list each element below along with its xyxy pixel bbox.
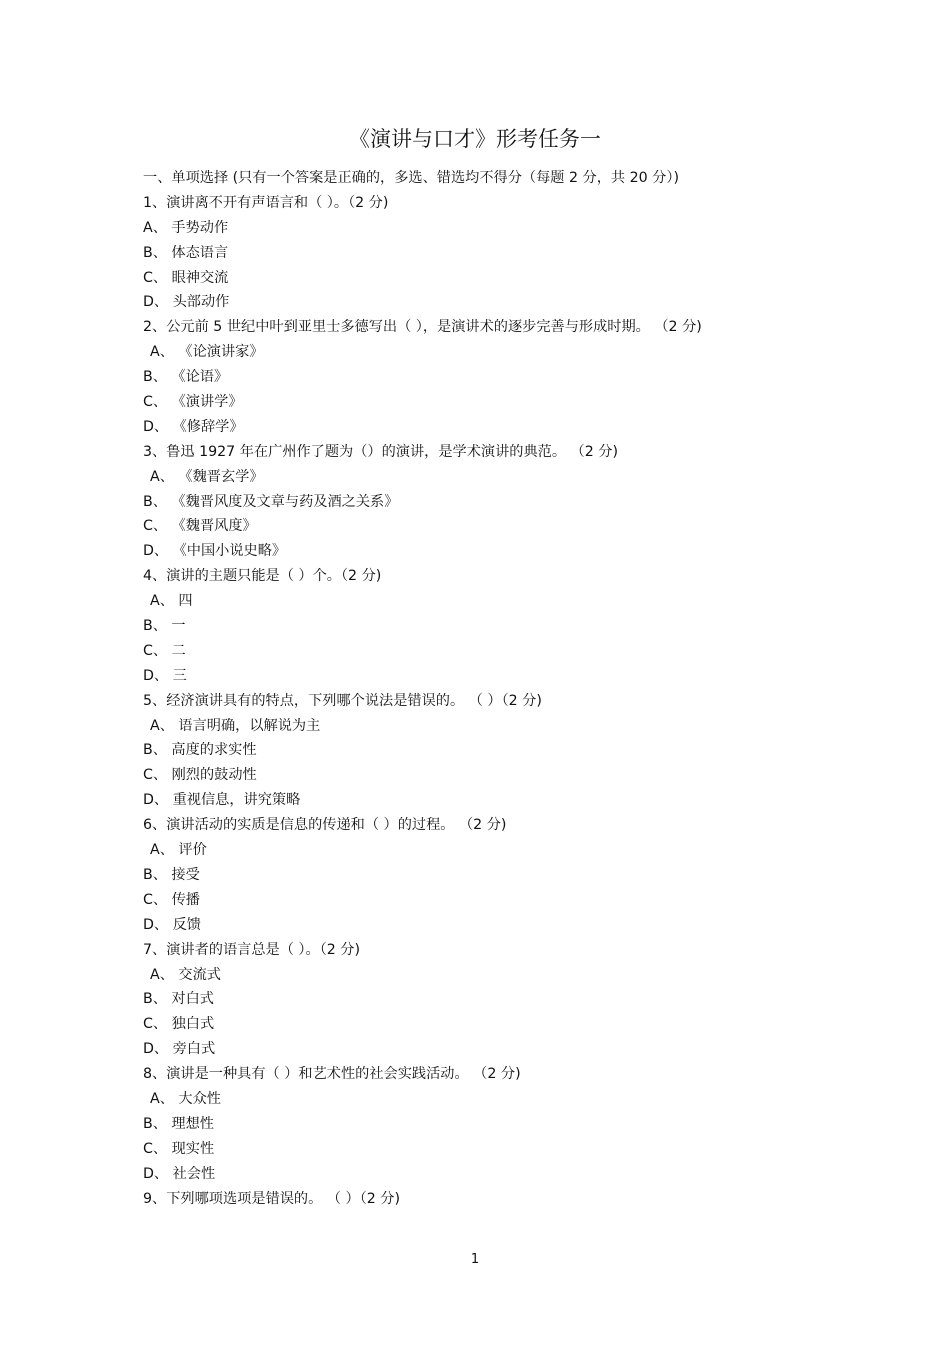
question-8-option-a: A、 大众性 <box>150 1090 221 1107</box>
question-6-option-d: D、 反馈 <box>143 916 201 933</box>
question-2-option-d: D、 《修辞学》 <box>143 418 244 435</box>
question-4-option-c: C、 二 <box>143 642 186 659</box>
document-title: 《演讲与口才》形考任务一 <box>349 127 601 151</box>
question-1-stem: 1、演讲离不开有声语言和（ ）。（2 分) <box>143 194 389 211</box>
question-4-stem: 4、演讲的主题只能是（ ）个。（2 分) <box>143 568 382 585</box>
question-2-option-a: A、 《论演讲家》 <box>150 344 264 361</box>
question-6-stem: 6、演讲活动的实质是信息的传递和（ ）的过程。 （2 分) <box>143 817 507 834</box>
question-8-stem: 8、演讲是一种具有（ ）和艺术性的社会实践活动。 （2 分) <box>143 1066 521 1083</box>
question-1-option-a: A、 手势动作 <box>143 219 229 236</box>
question-3-option-d: D、 《中国小说史略》 <box>143 543 287 560</box>
question-3-option-a: A、 《魏晋玄学》 <box>150 468 264 485</box>
question-8-option-b: B、 理想性 <box>143 1115 214 1132</box>
question-5-option-a: A、 语言明确，以解说为主 <box>150 717 321 734</box>
question-6-option-c: C、 传播 <box>143 891 200 908</box>
question-2-option-b: B、 《论语》 <box>143 369 229 386</box>
question-3-option-b: B、 《魏晋风度及文章与药及酒之关系》 <box>143 493 399 510</box>
question-4-option-d: D、 三 <box>143 667 187 684</box>
page-number: 1 <box>470 1252 480 1267</box>
question-7-stem: 7、演讲者的语言总是（ ）。（2 分) <box>143 941 361 958</box>
question-5-stem: 5、经济演讲具有的特点，下列哪个说法是错误的。 （ ）（2 分) <box>143 692 542 709</box>
question-1-option-d: D、 头部动作 <box>143 294 230 311</box>
question-8-option-c: C、 现实性 <box>143 1140 215 1157</box>
question-4-option-a: A、 四 <box>150 593 193 610</box>
question-5-option-b: B、 高度的求实性 <box>143 742 257 759</box>
question-5-option-d: D、 重视信息，讲究策略 <box>143 792 301 809</box>
question-5-option-c: C、 刚烈的鼓动性 <box>143 767 257 784</box>
question-9-stem: 9、下列哪项选项是错误的。 （ ）（2 分) <box>143 1190 401 1207</box>
question-7-option-a: A、 交流式 <box>150 966 221 983</box>
question-7-option-d: D、 旁白式 <box>143 1041 216 1058</box>
question-2-stem: 2、公元前 5 世纪中叶到亚里士多德写出（ ），是演讲术的逐步完善与形成时期。 （2 分) <box>143 319 702 336</box>
section-heading: 一、单项选择 (只有一个答案是正确的，多选、错选均不得分（每题 2 分，共 20 分）) <box>143 170 679 186</box>
question-3-stem: 3、鲁迅 1927 年在广州作了题为（）的演讲，是学术演讲的典范。 （2 分) <box>143 443 618 460</box>
question-2-option-c: C、 《演讲学》 <box>143 394 243 411</box>
question-7-option-c: C、 独白式 <box>143 1016 215 1033</box>
question-7-option-b: B、 对白式 <box>143 991 214 1008</box>
question-1-option-b: B、 体态语言 <box>143 244 229 261</box>
question-1-option-c: C、 眼神交流 <box>143 269 229 286</box>
question-8-option-d: D、 社会性 <box>143 1165 216 1182</box>
question-list <box>143 166 823 1211</box>
question-3-option-c: C、 《魏晋风度》 <box>143 518 257 535</box>
question-4-option-b: B、 一 <box>143 618 186 635</box>
question-6-option-a: A、 评价 <box>150 842 207 859</box>
question-6-option-b: B、 接受 <box>143 866 200 883</box>
